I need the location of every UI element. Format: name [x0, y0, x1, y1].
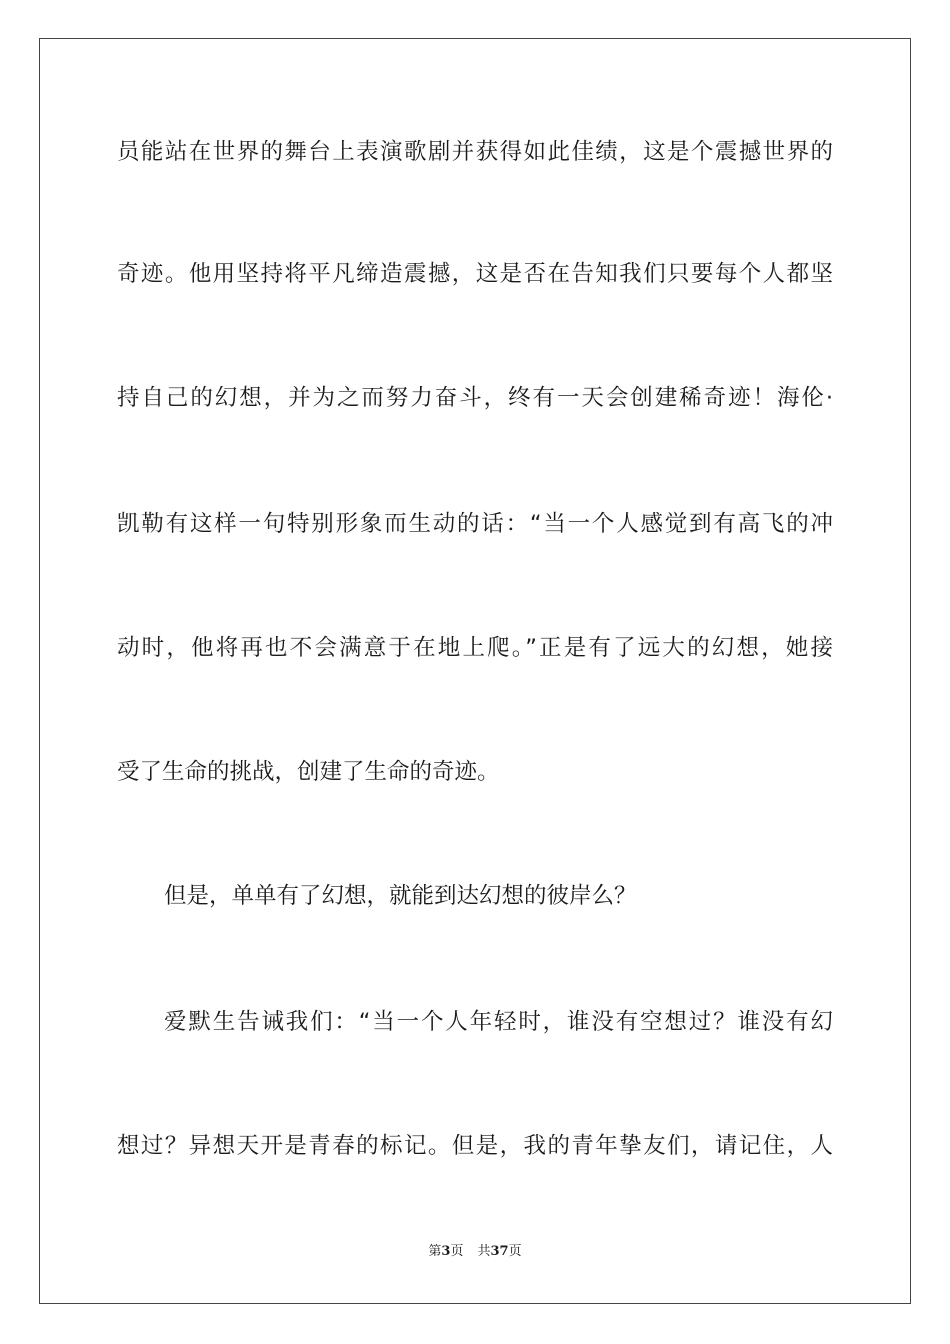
- text-line: 奇迹。他用坚持将平凡缔造震撼，这是否在告知我们只要每个人都坚: [117, 261, 833, 287]
- paragraph-first-line: 但是，单单有了幻想，就能到达幻想的彼岸么？: [164, 883, 637, 909]
- text-line: 凯勒有这样一句特别形象而生动的话：“当一个人感觉到有高飞的冲: [117, 511, 833, 537]
- text-line: 持自己的幻想，并为之而努力奋斗，终有一天会创建稀奇迹！海伦·: [117, 385, 833, 411]
- total-pages: 37: [490, 1244, 509, 1259]
- total-suffix: 页: [508, 1244, 522, 1259]
- page-number: 3: [441, 1244, 451, 1259]
- page-border: [39, 38, 911, 1304]
- text-line: 员能站在世界的舞台上表演歌剧并获得如此佳绩，这是个震撼世界的: [117, 139, 833, 165]
- total-prefix: 共: [477, 1244, 491, 1259]
- page-prefix: 第: [428, 1244, 442, 1259]
- text-line: 想过？异想天开是青春的标记。但是，我的青年挚友们，请记住，人: [117, 1133, 833, 1159]
- page-footer: [0, 1243, 950, 1261]
- text-line: 受了生命的挑战，创建了生命的奇迹。: [117, 759, 500, 785]
- paragraph-first-line: 爱默生告诫我们：“当一个人年轻时，谁没有空想过？谁没有幻: [164, 1009, 833, 1035]
- page-suffix: 页: [450, 1244, 464, 1259]
- text-line: 动时，他将再也不会满意于在地上爬。”正是有了远大的幻想，她接: [117, 635, 833, 661]
